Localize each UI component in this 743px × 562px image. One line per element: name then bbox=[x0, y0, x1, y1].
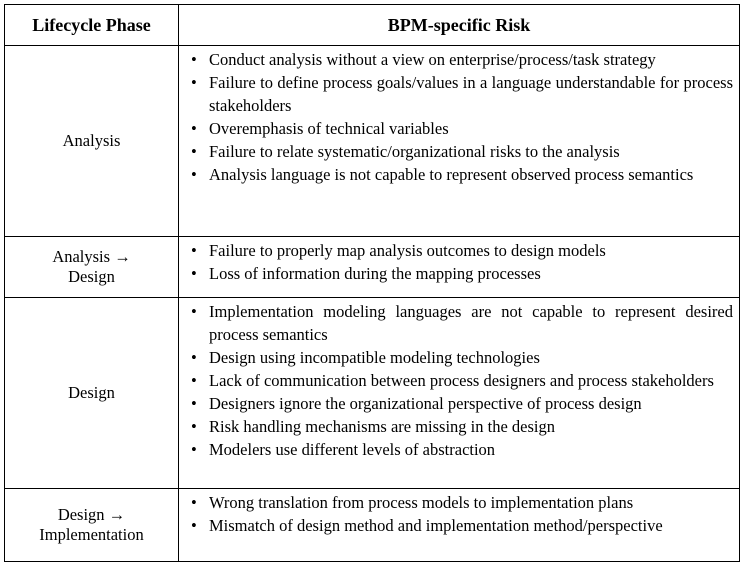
header-lifecycle-phase: Lifecycle Phase bbox=[5, 5, 179, 46]
bullet-icon: • bbox=[191, 516, 197, 535]
table-row bbox=[5, 46, 740, 237]
risk-text: Design using incompatible modeling technologies bbox=[209, 348, 540, 367]
list-item bbox=[183, 392, 733, 415]
risk-list bbox=[183, 300, 733, 461]
risk-text: Loss of information during the mapping processes bbox=[209, 264, 541, 283]
risk-list bbox=[183, 239, 733, 285]
list-item bbox=[183, 491, 733, 514]
list-item bbox=[183, 48, 733, 71]
header-bpm-specific-risk: BPM-specific Risk bbox=[179, 5, 740, 46]
bullet-icon: • bbox=[191, 371, 197, 390]
bullet-icon: • bbox=[191, 493, 197, 512]
risk-text: Wrong translation from process models to implementation plans bbox=[209, 493, 634, 512]
list-item bbox=[183, 514, 733, 537]
list-item bbox=[183, 346, 733, 369]
phase-cell bbox=[5, 237, 179, 298]
bullet-icon: • bbox=[191, 142, 197, 161]
list-item bbox=[183, 438, 733, 461]
risk-text: Implementation modeling languages are not capable to represent desired process semantics bbox=[209, 302, 733, 344]
list-item bbox=[183, 140, 733, 163]
table-row bbox=[5, 298, 740, 489]
bullet-icon: • bbox=[191, 165, 197, 184]
list-item bbox=[183, 71, 733, 117]
bullet-icon: • bbox=[191, 264, 197, 283]
phase-cell bbox=[5, 489, 179, 562]
table-row bbox=[5, 489, 740, 562]
bullet-icon: • bbox=[191, 302, 197, 321]
phase-label: Analysis → bbox=[52, 247, 131, 266]
risk-text: Risk handling mechanisms are missing in the design bbox=[209, 417, 556, 436]
phase-label-continued: Implementation bbox=[39, 525, 144, 544]
risk-list bbox=[183, 48, 733, 186]
risk-cell bbox=[179, 489, 740, 562]
list-item bbox=[183, 300, 733, 346]
phase-label: Design bbox=[68, 383, 115, 402]
list-item bbox=[183, 163, 733, 186]
phase-label-continued: Design bbox=[68, 267, 115, 286]
bullet-icon: • bbox=[191, 417, 197, 436]
risk-cell bbox=[179, 237, 740, 298]
risk-text: Failure to properly map analysis outcomes to design models bbox=[209, 241, 606, 260]
risk-text: Lack of communication between process designers and process stakeholders bbox=[209, 371, 714, 390]
phase-label: Design → bbox=[57, 505, 126, 524]
bullet-icon: • bbox=[191, 440, 197, 459]
bullet-icon: • bbox=[191, 241, 197, 260]
risk-text: Failure to define process goals/values in a language understandable for process stakeholders bbox=[209, 73, 733, 115]
list-item bbox=[183, 239, 733, 262]
list-item bbox=[183, 262, 733, 285]
bullet-icon: • bbox=[191, 348, 197, 367]
risk-text: Overemphasis of technical variables bbox=[209, 119, 449, 138]
header-row bbox=[5, 5, 740, 46]
risk-text: Failure to relate systematic/organizational risks to the analysis bbox=[209, 142, 620, 161]
bullet-icon: • bbox=[191, 50, 197, 69]
risk-table bbox=[4, 4, 740, 562]
bullet-icon: • bbox=[191, 119, 197, 138]
phase-label: Analysis bbox=[62, 131, 121, 150]
risk-text: Analysis language is not capable to represent observed process semantics bbox=[209, 165, 694, 184]
bullet-icon: • bbox=[191, 73, 197, 92]
phase-cell bbox=[5, 298, 179, 489]
risk-cell bbox=[179, 298, 740, 489]
risk-list bbox=[183, 491, 733, 537]
list-item bbox=[183, 369, 733, 392]
risk-text: Mismatch of design method and implementation method/perspective bbox=[209, 516, 663, 535]
list-item bbox=[183, 117, 733, 140]
risk-text: Designers ignore the organizational perspective of process design bbox=[209, 394, 642, 413]
risk-text: Conduct analysis without a view on enterprise/process/task strategy bbox=[209, 50, 656, 69]
risk-cell bbox=[179, 46, 740, 237]
list-item bbox=[183, 415, 733, 438]
bullet-icon: • bbox=[191, 394, 197, 413]
table-row bbox=[5, 237, 740, 298]
risk-text: Modelers use different levels of abstraction bbox=[209, 440, 496, 459]
phase-cell bbox=[5, 46, 179, 237]
